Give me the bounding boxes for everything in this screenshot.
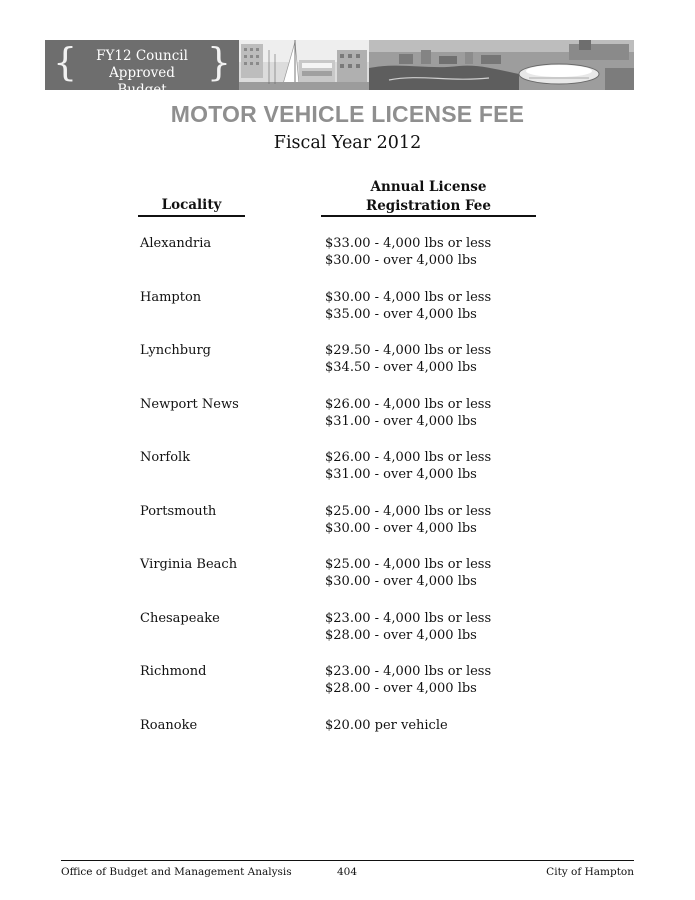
fee-header-rule	[321, 215, 536, 217]
fee-light-vehicle: $29.50 - 4,000 lbs or less	[325, 343, 492, 358]
fee-heavy-vehicle: $28.00 - over 4,000 lbs	[325, 681, 477, 696]
footer-department: Office of Budget and Management Analysis	[61, 866, 292, 878]
fee-heavy-vehicle: $31.00 - over 4,000 lbs	[325, 467, 477, 482]
marina-photo	[239, 40, 369, 90]
fee-light-vehicle: $26.00 - 4,000 lbs or less	[325, 450, 492, 465]
locality-column-header: Locality	[161, 197, 222, 213]
fee-light-vehicle: $33.00 - 4,000 lbs or less	[325, 236, 492, 251]
budget-label-line2: Approved Budget	[109, 65, 175, 98]
budget-label-line1: FY12 Council	[96, 48, 188, 64]
fee-column-header	[321, 178, 536, 216]
aerial-city-photo-icon	[369, 40, 634, 90]
table-row	[0, 664, 695, 704]
locality-name: Chesapeake	[140, 611, 220, 626]
fee-heavy-vehicle: $35.00 - over 4,000 lbs	[325, 307, 477, 322]
table-row	[0, 397, 695, 437]
locality-name: Richmond	[140, 664, 207, 679]
locality-name: Hampton	[140, 290, 202, 305]
budget-label-box	[45, 40, 239, 98]
table-row	[0, 718, 695, 758]
fee-light-vehicle: $30.00 - 4,000 lbs or less	[325, 290, 492, 305]
locality-name: Lynchburg	[140, 343, 212, 358]
locality-name: Roanoke	[140, 718, 198, 733]
fee-light-vehicle: $25.00 - 4,000 lbs or less	[325, 504, 492, 519]
locality-name: Virginia Beach	[140, 557, 238, 572]
footer-city: City of Hampton	[546, 866, 634, 878]
fee-light-vehicle: $25.00 - 4,000 lbs or less	[325, 557, 492, 572]
fee-heavy-vehicle: $30.00 - over 4,000 lbs	[325, 253, 477, 268]
fee-heavy-vehicle: $28.00 - over 4,000 lbs	[325, 628, 477, 643]
table-row	[0, 504, 695, 544]
table-row	[0, 557, 695, 597]
locality-header-rule	[138, 215, 245, 217]
table-row	[0, 236, 695, 276]
fee-header-line1: Annual License	[370, 179, 487, 195]
fee-heavy-vehicle: $34.50 - over 4,000 lbs	[325, 360, 477, 375]
fee-light-vehicle: $23.00 - 4,000 lbs or less	[325, 611, 492, 626]
budget-label	[83, 48, 201, 99]
fee-per-vehicle: $20.00 per vehicle	[325, 718, 448, 733]
footer-rule	[61, 860, 634, 861]
fee-header-line2: Registration Fee	[366, 198, 491, 214]
aerial-city-photo	[369, 40, 634, 90]
table-row	[0, 290, 695, 330]
page-number: 404	[337, 866, 358, 878]
page-title: MOTOR VEHICLE LICENSE FEE	[170, 101, 525, 127]
header-banner	[45, 40, 634, 98]
page-subtitle: Fiscal Year 2012	[273, 133, 422, 153]
fee-light-vehicle: $26.00 - 4,000 lbs or less	[325, 397, 492, 412]
right-brace-icon: }	[206, 40, 231, 84]
locality-name: Alexandria	[140, 236, 212, 251]
fee-heavy-vehicle: $31.00 - over 4,000 lbs	[325, 414, 477, 429]
fee-heavy-vehicle: $30.00 - over 4,000 lbs	[325, 521, 477, 536]
locality-name: Portsmouth	[140, 504, 217, 519]
marina-photo-icon	[239, 40, 369, 90]
fee-heavy-vehicle: $30.00 - over 4,000 lbs	[325, 574, 477, 589]
fee-light-vehicle: $23.00 - 4,000 lbs or less	[325, 664, 492, 679]
table-row	[0, 343, 695, 383]
table-row	[0, 450, 695, 490]
left-brace-icon: {	[53, 40, 78, 84]
table-row	[0, 611, 695, 651]
locality-name: Norfolk	[140, 450, 191, 465]
locality-name: Newport News	[140, 397, 239, 412]
